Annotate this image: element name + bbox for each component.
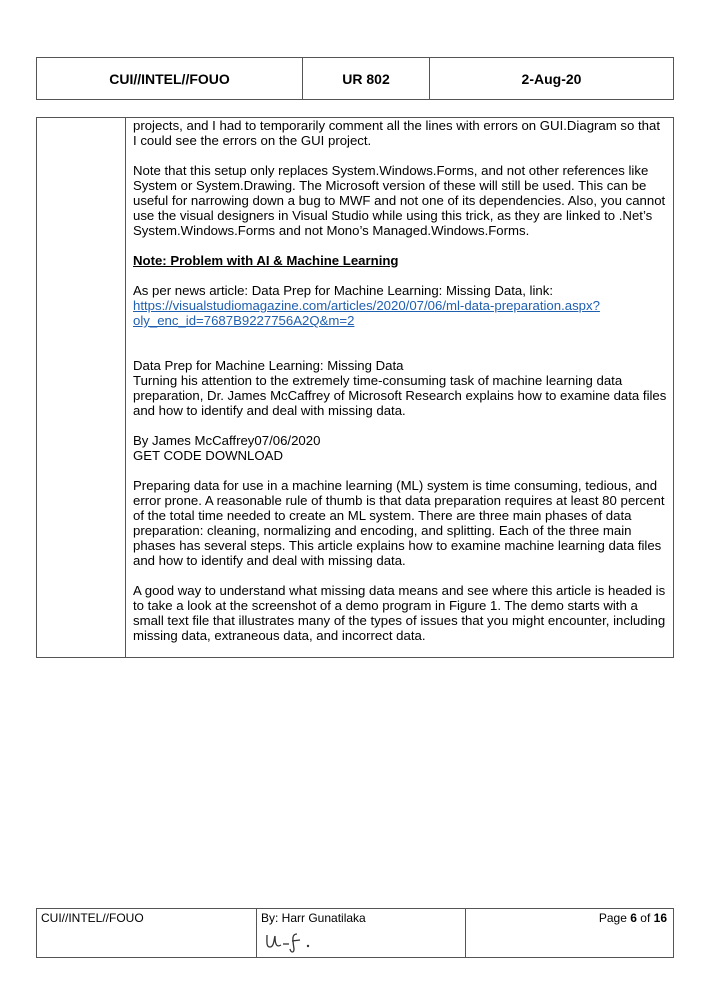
footer-author: By: Harr Gunatilaka xyxy=(261,911,366,925)
article-byline-block xyxy=(133,433,667,463)
signature-icon xyxy=(263,931,323,953)
page-label: Page xyxy=(598,911,627,925)
page-of: of xyxy=(640,911,651,925)
paragraph-setup-note: Note that this setup only replaces System.Windows.Forms, and not other references like System or System.Drawing. The Microsoft version of these will still be used. This can be useful for narrowing down a bug to MWF and not one of its dependencies. Also, you cannot use the visual designers in Visual Studio while using this trick, as they are linked to .Net’s System.Windows.Forms and not Mono’s Managed.Windows.Forms. xyxy=(133,163,666,238)
paragraph-data-prep: Preparing data for use in a machine learning (ML) system is time consuming, tedious, and error prone. A reasonable rule of thumb is that data preparation requires at least 80 percent of the total time needed to create an ML system. There are three main phases of data preparation: cleaning, normalizing and encoding, and splitting. Each of the three main phases has several steps. This article explains how to examine machine learning data files and how to identify and deal with missing data. xyxy=(133,478,665,568)
page-current: 6 xyxy=(630,911,637,925)
note-heading: Note: Problem with AI & Machine Learning xyxy=(133,253,399,268)
article-header xyxy=(133,358,667,418)
footer-page-number xyxy=(466,909,673,957)
header-report-number: UR 802 xyxy=(303,58,430,99)
body-content xyxy=(133,118,667,658)
article-reference xyxy=(133,283,667,328)
page-total: 16 xyxy=(653,911,667,925)
footer-author-cell xyxy=(257,909,466,957)
paragraph-missing-data: A good way to understand what missing data means and see where this article is headed is to take a look at the screenshot of a demo program in Figure 1. The demo starts with a small text file that illustrates many of the types of issues that you might encounter, including missing data, extraneous data, and incorrect data. xyxy=(133,583,666,643)
article-intro: As per news article: Data Prep for Machine Learning: Missing Data, link: xyxy=(133,283,553,298)
header-classification: CUI//INTEL//FOUO xyxy=(37,58,303,99)
article-link[interactable]: https://visualstudiomagazine.com/articles/2020/07/06/ml-data-preparation.aspx?oly_enc_id=7687B9227756A2Q&m=2 xyxy=(133,298,600,328)
code-download: GET CODE DOWNLOAD xyxy=(133,448,283,463)
left-column xyxy=(37,118,126,657)
article-byline: By James McCaffrey07/06/2020 xyxy=(133,433,321,448)
document-footer xyxy=(36,908,674,958)
footer-classification: CUI//INTEL//FOUO xyxy=(37,909,257,957)
article-summary: Turning his attention to the extremely time-consuming task of machine learning data preparation, Dr. James McCaffrey of Microsoft Research explains how to examine data files and how to identify and deal with missing data. xyxy=(133,373,667,418)
header-date: 2-Aug-20 xyxy=(521,70,582,87)
blank-line xyxy=(133,343,667,358)
document-body xyxy=(36,117,674,658)
paragraph-gui-errors: projects, and I had to temporarily comment all the lines with errors on GUI.Diagram so that I could see the errors on the GUI project. xyxy=(133,118,660,148)
document-header xyxy=(36,57,674,100)
article-title: Data Prep for Machine Learning: Missing Data xyxy=(133,358,404,373)
